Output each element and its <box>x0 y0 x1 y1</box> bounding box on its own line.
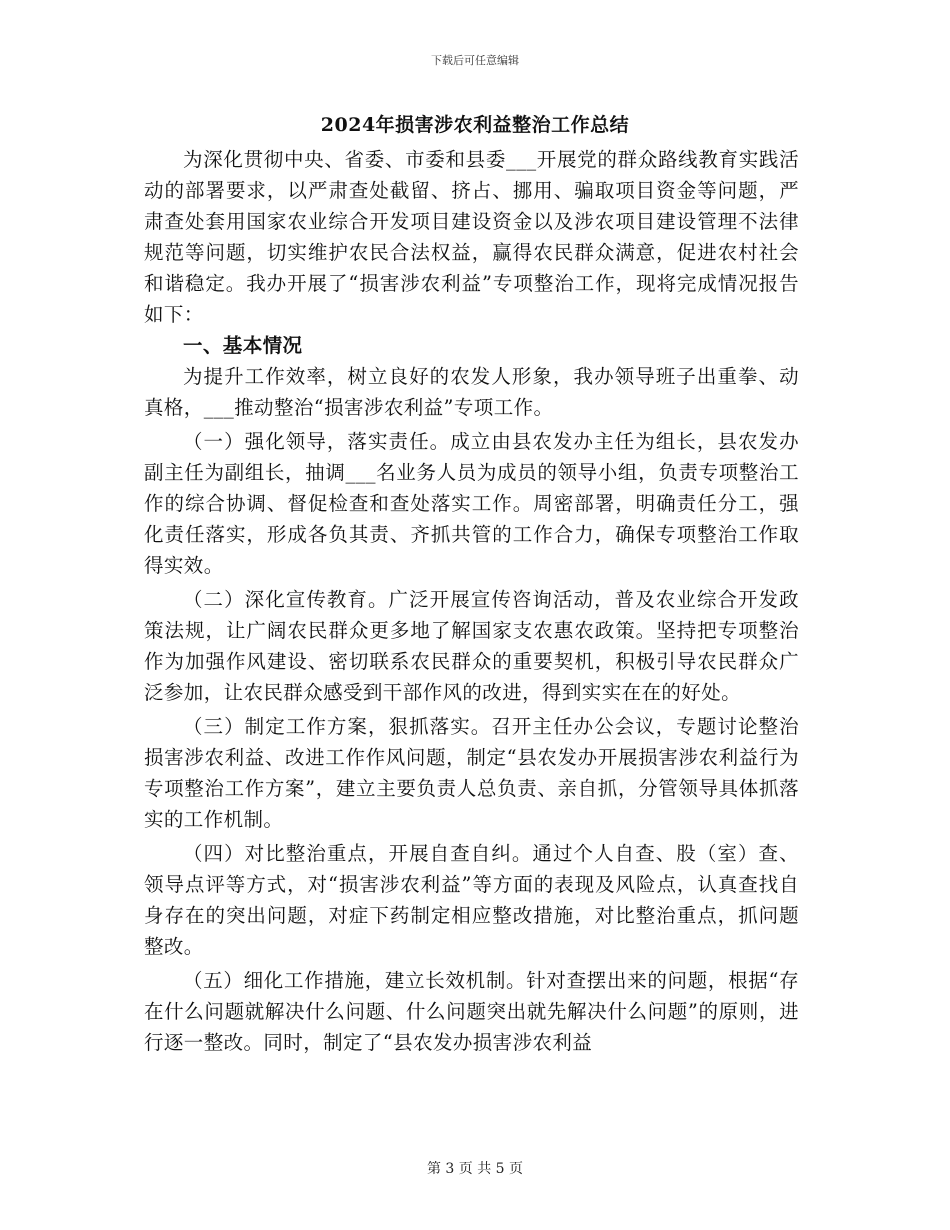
page-number: 第 3 页 共 5 页 <box>426 1161 524 1177</box>
item-paragraph-3: （三）制定工作方案，狠抓落实。召开主任办公会议，专题讨论整治损害涉农利益、改进工作作风问题，制定“县农发办开展损害涉农利益行为专项整治工作方案”，建立主要负责人总负责、亲自抓，分管领导具体抓落实的工作机制。 <box>144 715 799 831</box>
item-paragraph-2: （二）深化宣传教育。广泛开展宣传咨询活动，普及农业综合开发政策法规，让广阔农民群众更多地了解国家支农惠农政策。坚持把专项整治作为加强作风建设、密切联系农民群众的重要契机，积极引导农民群众广泛参加，让农民群众感受到干部作风的改进，得到实实在在的好处。 <box>144 588 799 704</box>
item-paragraph-5: （五）细化工作措施，建立长效机制。针对查摆出来的问题，根据“存在什么问题就解决什么问题、什么问题突出就先解决什么问题”的原则，进行逐一整改。同时，制定了“县农发办损害涉农利益 <box>144 969 799 1054</box>
item-paragraph-4: （四）对比整治重点，开展自查自纠。通过个人自查、股（室）查、领导点评等方式，对“损害涉农利益”等方面的表现及风险点，认真查找自身存在的突出问题，对症下药制定相应整改措施，对比整治重点，抓问题整改。 <box>144 842 799 958</box>
section-lead-paragraph: 为提升工作效率，树立良好的农发人形象，我办领导班子出重拳、动真格，___推动整治“损害涉农利益”专项工作。 <box>144 365 799 419</box>
header-note: 下载后可任意编辑 <box>431 54 519 67</box>
document-title: 2024年损害涉农利益整治工作总结 <box>320 114 630 136</box>
item-paragraph-1: （一）强化领导，落实责任。成立由县农发办主任为组长，县农发办副主任为副组长，抽调___名业务人员为成员的领导小组，负责专项整治工作的综合协调、督促检查和查处落实工作。周密部署，明确责任分工，强化责任落实，形成各负其责、齐抓共管的工作合力，确保专项整治工作取得实效。 <box>144 430 799 577</box>
document-body <box>144 144 799 1058</box>
intro-paragraph: 为深化贯彻中央、省委、市委和县委___开展党的群众路线教育实践活动的部署要求，以严肃查处截留、挤占、挪用、骗取项目资金等问题，严肃查处套用国家农业综合开发项目建设资金以及涉农项目建设管理不法律规范等问题，切实维护农民合法权益，赢得农民群众满意，促进农村社会和谐稳定。我办开展了“损害涉农利益”专项整治工作，现将完成情况报告如下： <box>144 148 799 326</box>
section-heading-basic-situation: 一、基本情况 <box>183 334 303 357</box>
